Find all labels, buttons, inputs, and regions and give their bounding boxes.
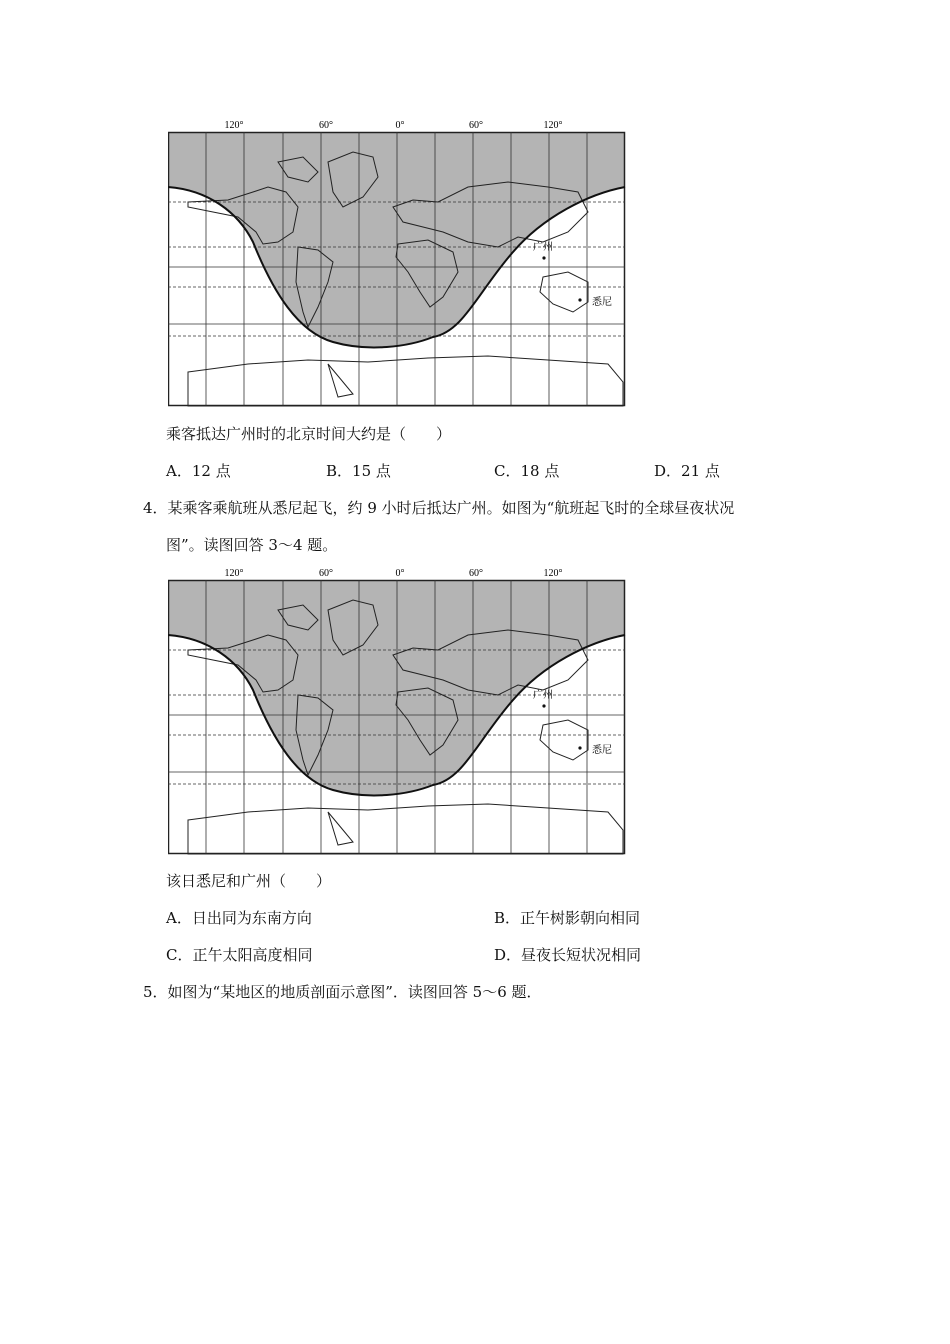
- lon-label: 60°: [469, 568, 483, 579]
- city-label-guangzhou: 广州: [533, 242, 553, 253]
- q4-intro-line2: 图”。读图回答 3～4 题。: [166, 536, 338, 554]
- lon-label: 0°: [395, 568, 405, 579]
- city-label-guangzhou: 广州: [533, 690, 553, 701]
- lon-label: 60°: [469, 120, 483, 131]
- q4-stem: 该日悉尼和广州（ ）: [166, 872, 332, 890]
- world-map-figure: [168, 116, 630, 408]
- q3-option-a[interactable]: A．12 点: [166, 462, 231, 480]
- lon-label: 120°: [543, 120, 563, 131]
- q4-option-a[interactable]: A．日出同为东南方向: [166, 909, 312, 927]
- q4-intro-line1: 4．某乘客乘航班从悉尼起飞，约 9 小时后抵达广州。如图为“航班起飞时的全球昼夜状况: [143, 499, 735, 517]
- city-label-sydney: 悉尼: [592, 297, 612, 308]
- q4-option-d[interactable]: D．昼夜长短状况相同: [494, 946, 642, 964]
- sydney-marker: [578, 746, 581, 749]
- sydney-marker: [578, 298, 581, 301]
- lon-label: 120°: [224, 568, 244, 579]
- lon-label: 60°: [319, 120, 333, 131]
- q3-option-d[interactable]: D．21 点: [654, 462, 720, 480]
- lon-label: 60°: [319, 568, 333, 579]
- q3-option-c[interactable]: C．18 点: [494, 462, 560, 480]
- guangzhou-marker: [542, 256, 545, 259]
- city-label-sydney: 悉尼: [592, 745, 612, 756]
- q3-option-b[interactable]: B．15 点: [326, 462, 391, 480]
- day-night-map-2: [168, 564, 630, 856]
- lon-label: 0°: [395, 120, 405, 131]
- q5-intro: 5．如图为“某地区的地质剖面示意图”．读图回答 5～6 题．: [143, 983, 542, 1001]
- day-night-map-1: [168, 116, 630, 408]
- night-region: [168, 580, 625, 795]
- night-region: [168, 132, 625, 347]
- q4-option-b[interactable]: B．正午树影朝向相同: [494, 909, 641, 927]
- world-map-figure: [168, 564, 630, 856]
- q4-option-c[interactable]: C．正午太阳高度相同: [166, 946, 313, 964]
- lon-label: 120°: [543, 568, 563, 579]
- q3-stem: 乘客抵达广州时的北京时间大约是（ ）: [166, 425, 452, 443]
- lon-label: 120°: [224, 120, 244, 131]
- guangzhou-marker: [542, 704, 545, 707]
